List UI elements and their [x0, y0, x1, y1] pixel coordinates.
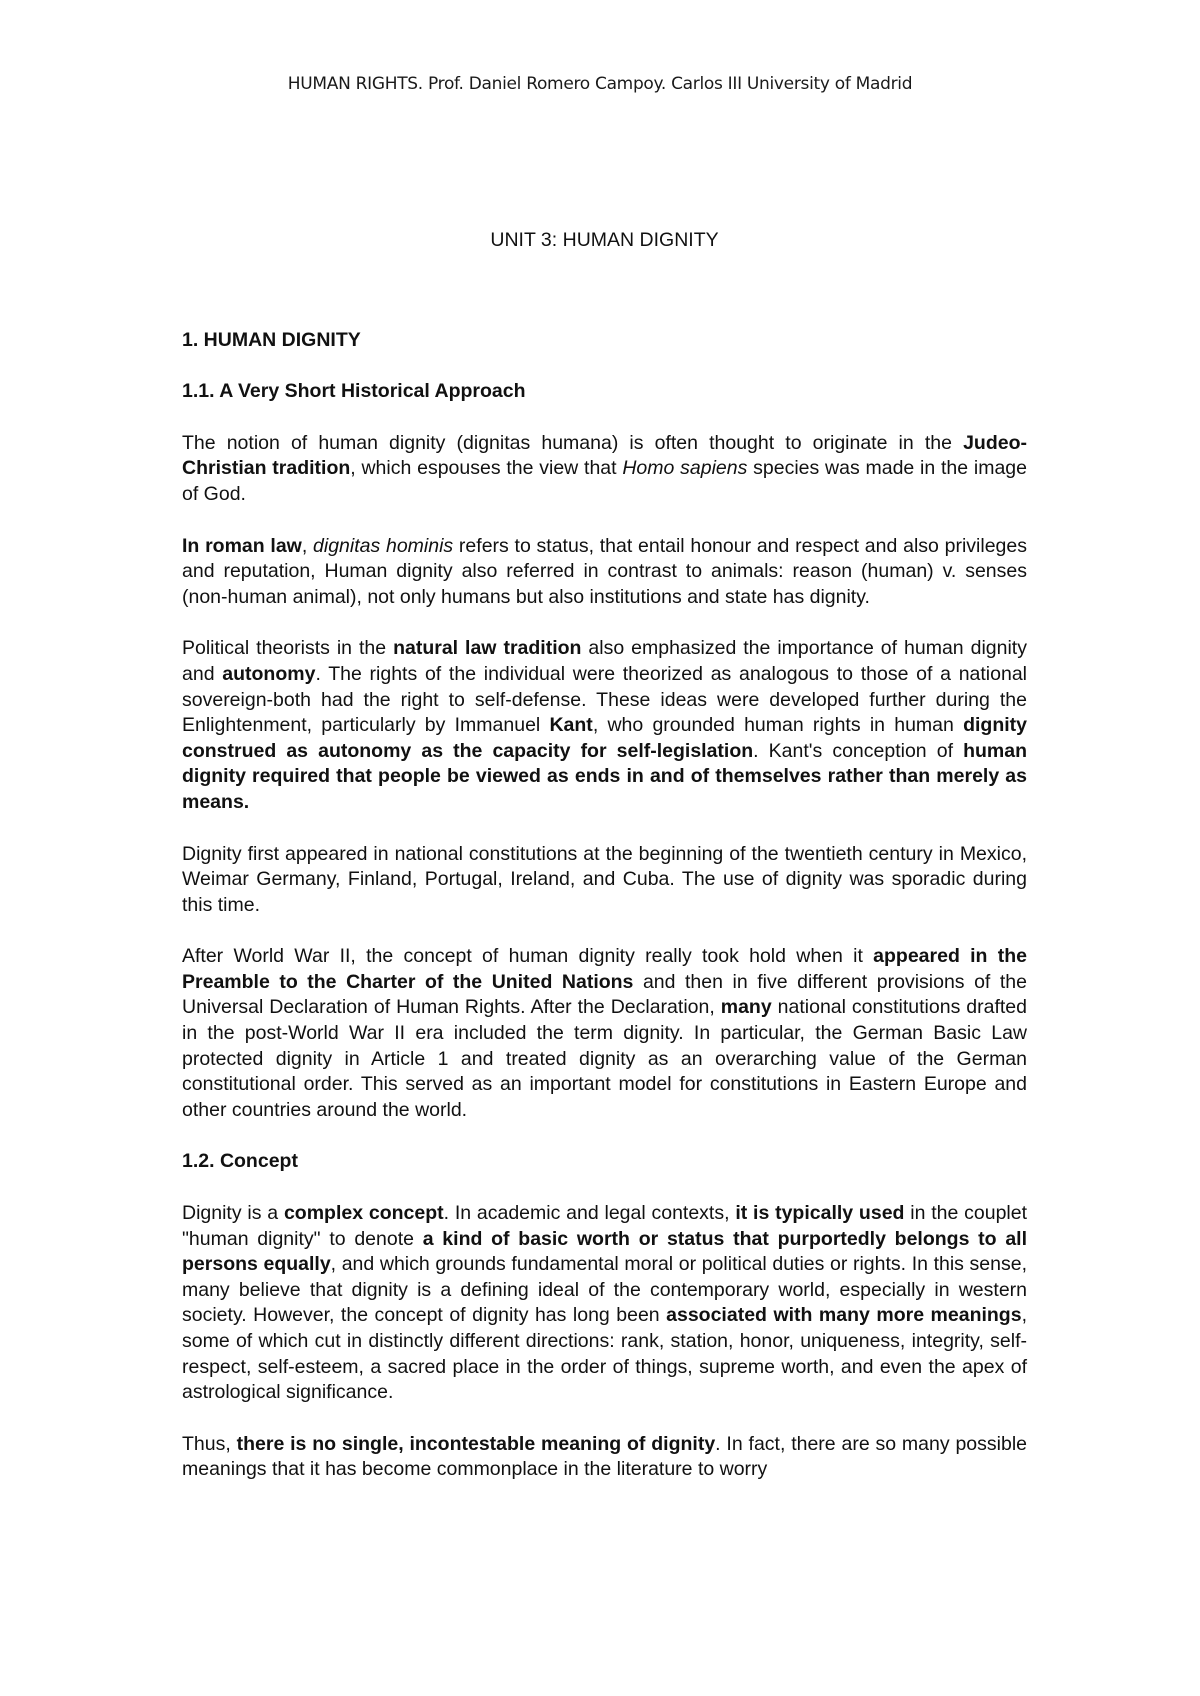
paragraph-judeo-christian: The notion of human dignity (dignitas humana) is often thought to originate in the Judeo-Christian tradition, which espouses the view that Homo sapiens species was made in the image of God.	[182, 431, 1027, 505]
paragraph-complex-concept: Dignity is a complex concept. In academic and legal contexts, it is typically used in the couplet "human dignity" to denote a kind of basic worth or status that purportedly belongs to all persons equally, and which grounds fundamental moral or political duties or rights. In this sense, many believe that dignity is a defining ideal of the contemporary world, especially in western society. However, the concept of dignity has long been associated with many more meanings, some of which cut in distinctly different directions: rank, station, honor, uniqueness, integrity, self-respect, self-esteem, a sacred place in the order of things, supreme worth, and even the apex of astrological significance.	[182, 1202, 1028, 1404]
subsection-heading-historical: 1.1. A Very Short Historical Approach	[182, 380, 526, 403]
paragraph-post-war: After World War II, the concept of human dignity really took hold when it appeared in the Preamble to the Charter of the United Nations and then in five different provisions of the Universal Declaration of Human Rights. After the Declaration, many national constitutions drafted in the post-World War II era included the term dignity. In particular, the German Basic Law protected dignity in Article 1 and treated dignity as an overarching value of the German constitutional order. This served as an important model for constitutions in Eastern Europe and other countries around the world.	[182, 945, 1027, 1121]
paragraph-natural-law: Political theorists in the natural law tradition also emphasized the importance of human dignity and autonomy. The rights of the individual were theorized as analogous to those of a national sovereign-both had the right to self-defense. These ideas were developed further during the Enlightenment, particularly by Immanuel Kant, who grounded human rights in human dignity construed as autonomy as the capacity for self-legislation. Kant's conception of human dignity required that people be viewed as ends in and of themselves rather than merely as means.	[182, 637, 1027, 813]
document-body	[182, 228, 1027, 1483]
paragraph-roman-law: In roman law, dignitas hominis refers to status, that entail honour and respect and also privileges and reputation, Human dignity also referred in contrast to animals: reason (human) v. senses (non-human animal), not only humans but also institutions and state has dignity.	[182, 534, 1027, 608]
paragraph-national-constitutions: Dignity first appeared in national constitutions at the beginning of the twentieth century in Mexico, Weimar Germany, Finland, Portugal, Ireland, and Cuba. The use of dignity was sporadic during this time.	[182, 842, 1027, 916]
section-heading: 1. HUMAN DIGNITY	[182, 328, 361, 351]
paragraph-no-single-meaning: Thus, there is no single, incontestable meaning of dignity. In fact, there are so many possible meanings that it has become commonplace in the literature to worry	[182, 1432, 1027, 1481]
subsection-heading-concept: 1.2. Concept	[182, 1150, 298, 1173]
running-header: HUMAN RIGHTS. Prof. Daniel Romero Campoy. Carlos III University of Madrid	[287, 74, 913, 94]
unit-title: UNIT 3: HUMAN DIGNITY	[490, 229, 719, 251]
